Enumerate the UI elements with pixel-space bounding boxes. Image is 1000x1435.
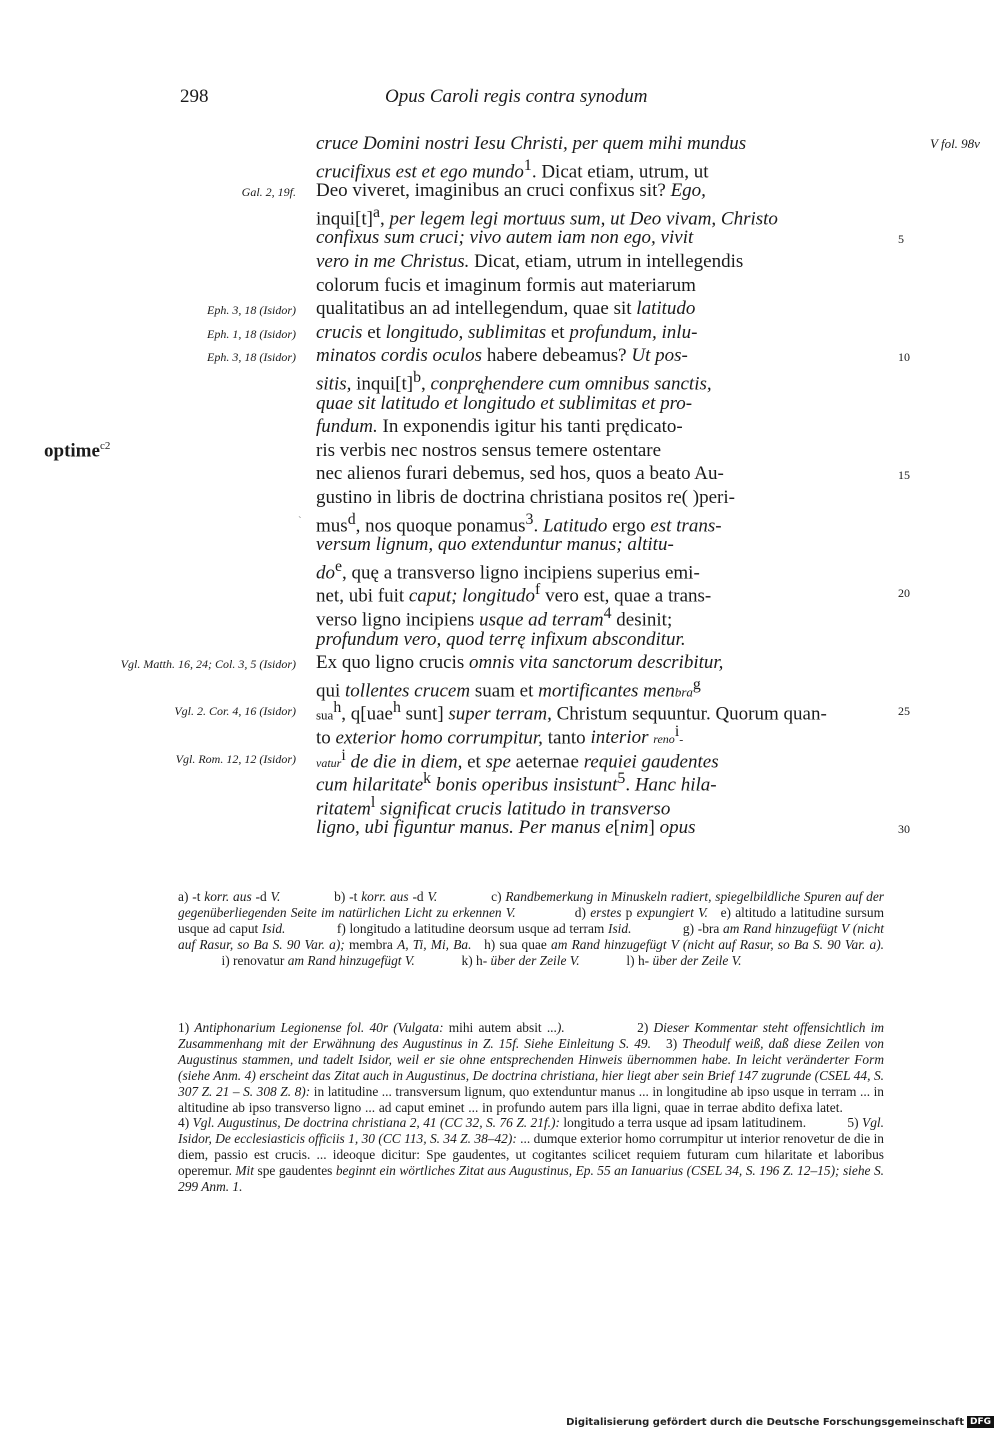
line-number: 5	[898, 232, 904, 247]
line-number: 10	[898, 350, 910, 365]
text-line: profundum vero, quod terrę infixum absconditur.	[316, 628, 686, 650]
text-line: Ex quo ligno crucis omnis vita sanctorum describitur,	[316, 652, 724, 674]
line-number: 30	[898, 822, 910, 837]
text-line: confixus sum cruci; vivo autem iam non ego, vivit	[316, 227, 694, 249]
text-line: crucifixus est et ego mundo$^1$. Dicat etiam, utrum, ut	[316, 156, 709, 182]
margin-reference: Gal. 2, 19f.	[241, 185, 296, 200]
text-line: minatos cordis oculos habere debeamus? Ut pos-	[316, 345, 688, 367]
dfg-logo: DFG	[967, 1416, 994, 1428]
left-margin-gloss	[44, 440, 110, 462]
text-line: verso ligno incipiens usque ad terram$^4$ desinit;	[316, 605, 673, 631]
margin-reference: Eph. 1, 18 (Isidor)	[207, 326, 296, 341]
stray-mark: `	[298, 515, 302, 527]
text-line: colorum fucis et imaginum formis aut materiarum	[316, 274, 696, 296]
critical-apparatus: a) -t korr. aus -d V. b) -t korr. aus -d V. c) Randbemerkung in Minuskeln radiert, spiegelbildliche Spuren auf der gegenüberliegenden Seite im natürlichen Licht zu erkennen V. d) erstes p expungiert V. e) altitudo a latitudine sursum usque ad caput Isid. f) longitudo a latitudine deorsum usque ad terram Isid. g) -bra am Rand hinzugefügt V (nicht auf Rasur, so Ba S. 90 Var. a); membra A, Ti, Mi, Ba. h) sua quae am Rand hinzugefügt V (nicht auf Rasur, so Ba S. 90 Var. a). i) renovatur am Rand hinzugefügt V. k) h- über der Zeile V. l) h- über der Zeile V.	[178, 889, 885, 968]
text-line: ris verbis nec nostros sensus temere ostentare	[316, 439, 662, 461]
text-line: quae sit latitudo et longitudo et sublimitas et pro-	[316, 392, 693, 414]
line-number: 20	[898, 586, 910, 601]
line-number: 15	[898, 468, 910, 483]
text-line: cum hilaritate$^k$ bonis operibus insistunt$^5$. Hanc hila-	[316, 770, 717, 796]
text-line: vatur$^i$ de die in diem, et spe aeternae requiei gaudentes	[316, 746, 719, 772]
text-line: ligno, ubi figuntur manus. Per manus e[nim] opus	[316, 817, 696, 839]
margin-reference: Vgl. 2. Cor. 4, 16 (Isidor)	[174, 704, 296, 719]
page-number: 298	[180, 86, 209, 107]
text-line: net, ubi fuit caput; longitudo$^f$ vero est, quae a trans-	[316, 581, 712, 607]
margin-reference: Vgl. Rom. 12, 12 (Isidor)	[175, 751, 296, 766]
text-line: to exterior homo corrumpitur, tanto interior reno$^i$-	[316, 723, 684, 749]
running-title: Opus Caroli regis contra synodum	[385, 86, 648, 107]
text-line: mus$^d$, nos quoque ponamus$^3$. Latitudo ergo est trans-	[316, 510, 722, 536]
line-number: 25	[898, 704, 910, 719]
text-line: versum lignum, quo extenduntur manus; altitu-	[316, 534, 674, 556]
dfg-credit	[566, 1416, 994, 1428]
text-line: qui tollentes crucem suam et mortificantes menbra$^g$	[316, 675, 701, 702]
text-line: nec alienos furari debemus, sed hos, quos a beato Au-	[316, 463, 724, 485]
text-line: crucis et longitudo, sublimitas et profundum, inlu-	[316, 321, 698, 343]
text-line: sitis, $inqui[t]^b$, conprę̨hendere cum omnibus sanctis,	[316, 369, 712, 395]
text-line: sua$^h$, q[uae$^h$ sunt] super terram, Christum sequuntur. Quorum quan-	[316, 699, 827, 725]
folio-note: V fol. 98v	[930, 136, 980, 151]
commentary-notes: 1) Antiphonarium Legionense fol. 40r (Vulgata: mihi autem absit ...). 2) Dieser Kommentar steht offensichtlich im Zusammenhang mit der Erwähnung des Augustinus in Z. 15f. Siehe Einleitung S. 49. 3) Theodulf weiß, daß diese Zeilen von Augustinus stammen, und tadelt Isidor, weil er sie ohne entsprechenden Hinweis übernommen habe. In leicht veränderter Form (siehe Anm. 4) erscheint das Zitat auch in Augustinus, De doctrina christiana, hier liegt aber sein Brief 147 zugrunde (CSEL 44, S. 307 Z. 21 – S. 308 Z. 8): in latitudine ... transversum lignum, quo extenduntur manus ... in longitudine ab ipso usque in terram ... in altitudine ab ipso transverso ligno ... ad caput eminet ... in profundo autem pars illa ligni, quae in terrae abdito defixa latet. 4) Vgl. Augustinus, De doctrina christiana 2, 41 (CC 32, S. 76 Z. 21f.): longitudo a terra usque ad ipsam latitudinem. 5) Vgl. Isidor, De ecclesiasticis officiis 1, 30 (CC 113, S. 34 Z. 38–42): ... dumque exterior homo corrumpitur ut interior renovetur de die in diem, passio est crucis. ... ideoque dicitur: Spe gaudentes, ut cogitantes scilicet requiem futuram cum hilaritate et laboribus operemur. Mit spe gaudentes beginnt ein wörtliches Zitat aus Augustinus, Ep. 55 an Ianuarius (CSEL 34, S. 196 Z. 12–15); siehe S. 299 Anm. 1.	[178, 1020, 885, 1195]
text-line: $inqui[t]^a$, per legem legi mortuus sum, ut Deo vivam, Christo	[316, 203, 778, 230]
text-line: $do^e$, quę a transverso ligno incipiens superius emi-	[316, 557, 700, 584]
dfg-credit-text: Digitalisierung gefördert durch die Deutsche Forschungsgemeinschaft	[566, 1417, 964, 1428]
text-line: cruce Domini nostri Iesu Christi, per quem mihi mundus	[316, 133, 747, 154]
margin-reference: Vgl. Matth. 16, 24; Col. 3, 5 (Isidor)	[120, 657, 296, 672]
text-line: ritatem$^l$ significat crucis latitudo in transverso	[316, 793, 671, 820]
margin-reference: Eph. 3, 18 (Isidor)	[207, 350, 296, 365]
text-line: vero in me Christus. Dicat, etiam, utrum in intellegendis	[316, 251, 744, 272]
text-line: fundum. In exponendis igitur his tanti prędicato-	[316, 416, 683, 438]
text-line: Deo viveret, imaginibus an cruci confixus sit? Ego,	[316, 180, 706, 202]
margin-reference: Eph. 3, 18 (Isidor)	[207, 303, 296, 318]
gloss-sup: c2	[99, 440, 111, 452]
text-line: qualitatibus an ad intellegendum, quae sit latitudo	[316, 298, 696, 320]
gloss-word: optime	[44, 440, 100, 462]
text-line: gustino in libris de doctrina christiana positos re( )peri-	[316, 487, 735, 508]
